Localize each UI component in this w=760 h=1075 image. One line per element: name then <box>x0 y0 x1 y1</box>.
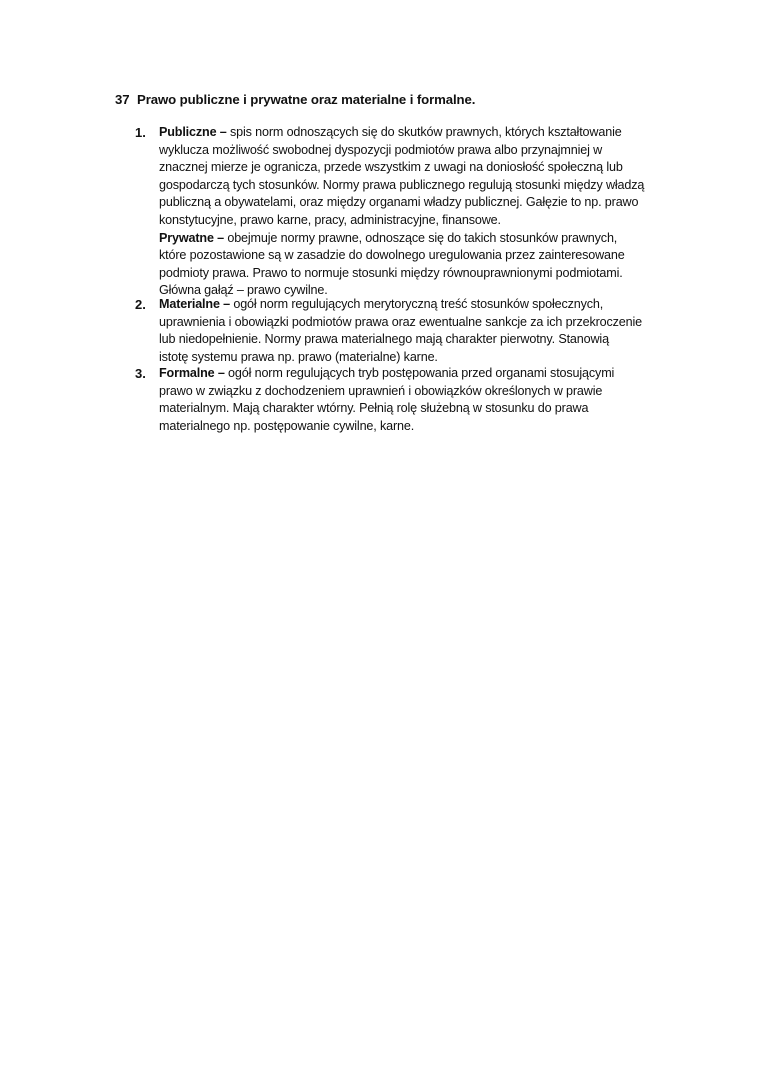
term-formalne: Formalne – <box>159 366 225 380</box>
text-line: podmioty prawa. Prawo to normuje stosunki między równouprawnionymi podmiotami. <box>159 265 623 280</box>
term-publiczne: Publiczne – <box>159 125 227 139</box>
text-line: materialnym. Mają charakter wtórny. Pełnią rolę służebną w stosunku do prawa <box>159 401 589 416</box>
list-item-materialne <box>135 296 695 366</box>
text-line: prawo w związku z dochodzeniem uprawnień i obowiązków określonych w prawie <box>159 383 603 398</box>
definition-text: ogół norm regulujących tryb postępowania przed organami stosującymi <box>224 366 615 380</box>
text-line: istotę systemu prawa np. prawo (materialne) karne. <box>159 349 438 364</box>
text-line: lub niedopełnienie. Normy prawa materialnego mają charakter pierwotny. Stanowią <box>159 332 609 347</box>
text-line: uprawnienia i obowiązki podmiotów prawa oraz ewentualne sankcje za ich przekroczenie <box>159 314 643 329</box>
text-line: znacznej mierze je ogranicza, przede wszystkim z uwagi na doniosłość społeczną lub <box>159 160 623 175</box>
paragraph-publiczne <box>159 124 695 230</box>
list-item-body <box>159 365 695 435</box>
list-item-number: 3. <box>135 366 146 381</box>
definition-text: obejmuje normy prawne, odnoszące się do takich stosunków prawnych, <box>224 230 618 245</box>
term-materialne: Materialne – <box>159 297 230 311</box>
list-item-body <box>159 124 695 300</box>
list-item-public-private <box>135 124 695 300</box>
definition-text: ogół norm regulujących merytoryczną treść stosunków społecznych, <box>230 297 604 311</box>
text-line <box>159 124 695 142</box>
list-item-number: 1. <box>135 125 146 140</box>
text-line: wyklucza możliwość swobodnej dyspozycji podmiotów prawa albo przynajmniej w <box>159 142 603 157</box>
text-line: konstytucyjne, prawo karne, pracy, administracyjne, finansowe. <box>159 212 501 227</box>
paragraph-materialne <box>159 296 695 366</box>
paragraph-prywatne <box>159 230 695 300</box>
section-title: Prawo publiczne i prywatne oraz materialne i formalne. <box>137 92 476 107</box>
section-heading <box>115 92 475 107</box>
text-line <box>159 296 695 314</box>
text-line: gospodarczą tych stosunków. Normy prawa publicznego regulują stosunki między władzą <box>159 177 645 192</box>
text-line: które pozostawione są w zasadzie do dowolnego uregulowania przez zainteresowane <box>159 248 625 263</box>
text-line: materialnego np. postępowanie cywilne, karne. <box>159 418 415 433</box>
text-line: publiczną a obywatelami, oraz między organami władzy publicznej. Gałęzie to np. prawo <box>159 195 639 210</box>
text-line: Główna gałąź – prawo cywilne. <box>159 283 328 298</box>
section-number: 37 <box>115 92 130 107</box>
list-item-formalne <box>135 365 695 435</box>
list-item-body <box>159 296 695 366</box>
text-line <box>159 230 695 248</box>
term-prywatne: Prywatne – <box>159 230 224 245</box>
list-item-number: 2. <box>135 297 146 312</box>
paragraph-formalne <box>159 365 695 435</box>
definition-text: spis norm odnoszących się do skutków prawnych, których kształtowanie <box>226 125 622 139</box>
text-line <box>159 365 695 383</box>
